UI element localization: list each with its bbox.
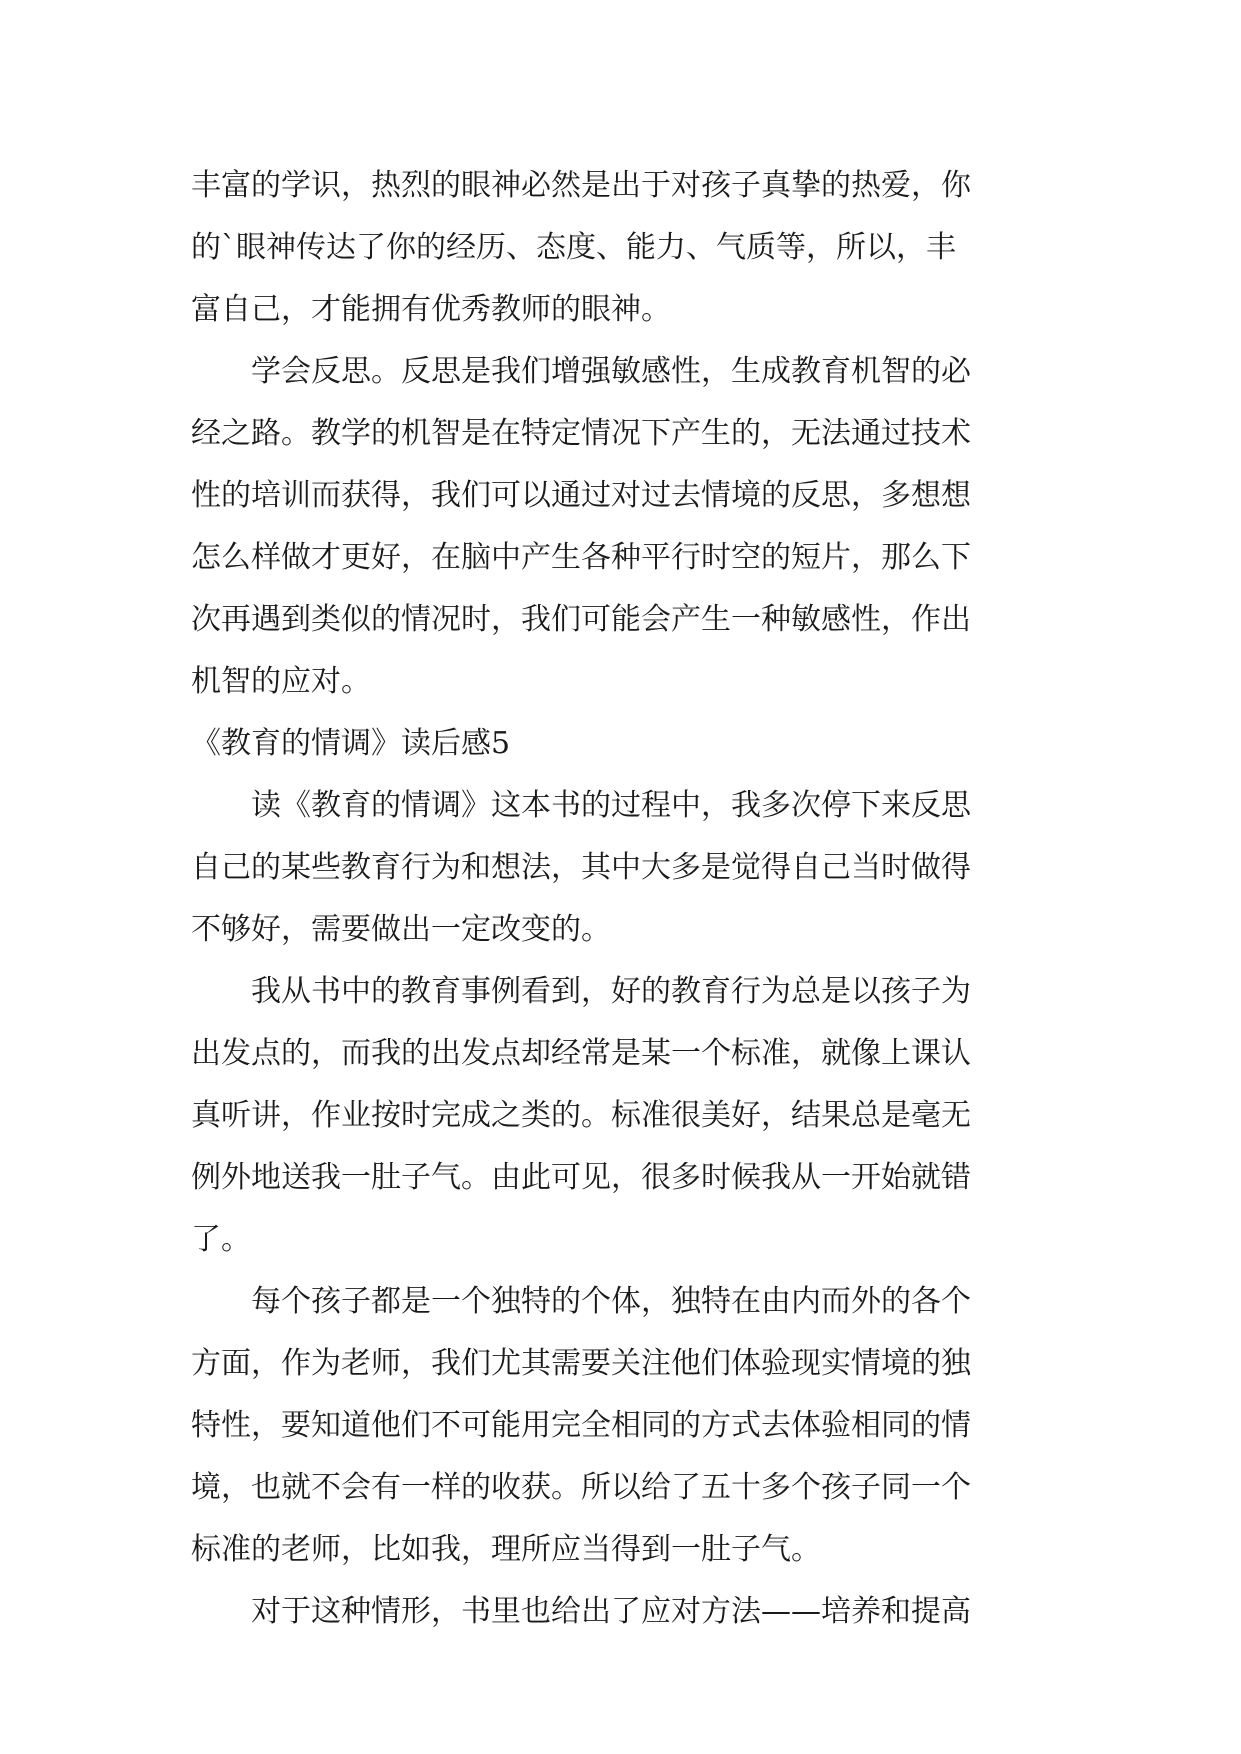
text-line: 我从书中的教育事例看到，好的教育行为总是以孩子为: [191, 974, 971, 1009]
text-line: 自己的某些教育行为和想法，其中大多是觉得自己当时做得: [191, 850, 971, 885]
text-line: 不够好，需要做出一定改变的。: [191, 912, 611, 947]
document-body: [191, 155, 1057, 1643]
text-line: 对于这种情形，书里也给出了应对方法——培养和提高: [191, 1594, 971, 1629]
text-line: 境，也就不会有一样的收获。所以给了五十多个孩子同一个: [191, 1470, 971, 1505]
text-line: 的`眼神传达了你的经历、态度、能力、气质等，所以，丰: [191, 230, 956, 265]
text-line: 次再遇到类似的情况时，我们可能会产生一种敏感性，作出: [191, 602, 971, 637]
section-heading: 《教育的情调》读后感5: [191, 726, 511, 761]
text-line: 方面，作为老师，我们尤其需要关注他们体验现实情境的独: [191, 1346, 971, 1381]
text-line: 例外地送我一肚子气。由此可见，很多时候我从一开始就错: [191, 1160, 971, 1195]
text-line: 出发点的，而我的出发点却经常是某一个标准，就像上课认: [191, 1036, 971, 1071]
text-line: 富自己，才能拥有优秀教师的眼神。: [191, 292, 671, 327]
text-line: 性的培训而获得，我们可以通过对过去情境的反思，多想想: [191, 478, 971, 513]
text-line: 特性，要知道他们不可能用完全相同的方式去体验相同的情: [191, 1408, 971, 1443]
text-line: 经之路。教学的机智是在特定情况下产生的，无法通过技术: [191, 416, 971, 451]
text-line: 标准的老师，比如我，理所应当得到一肚子气。: [191, 1532, 821, 1567]
text-line: 读《教育的情调》这本书的过程中，我多次停下来反思: [191, 788, 971, 823]
text-line: 学会反思。反思是我们增强敏感性，生成教育机智的必: [191, 354, 971, 389]
text-line: 了。: [191, 1222, 251, 1257]
text-line: 机智的应对。: [191, 664, 371, 699]
text-line: 真听讲，作业按时完成之类的。标准很美好，结果总是毫无: [191, 1098, 971, 1133]
text-line: 丰富的学识，热烈的眼神必然是出于对孩子真挚的热爱，你: [191, 168, 971, 203]
text-line: 每个孩子都是一个独特的个体，独特在由内而外的各个: [191, 1284, 971, 1319]
text-line: 怎么样做才更好，在脑中产生各种平行时空的短片，那么下: [191, 540, 971, 575]
